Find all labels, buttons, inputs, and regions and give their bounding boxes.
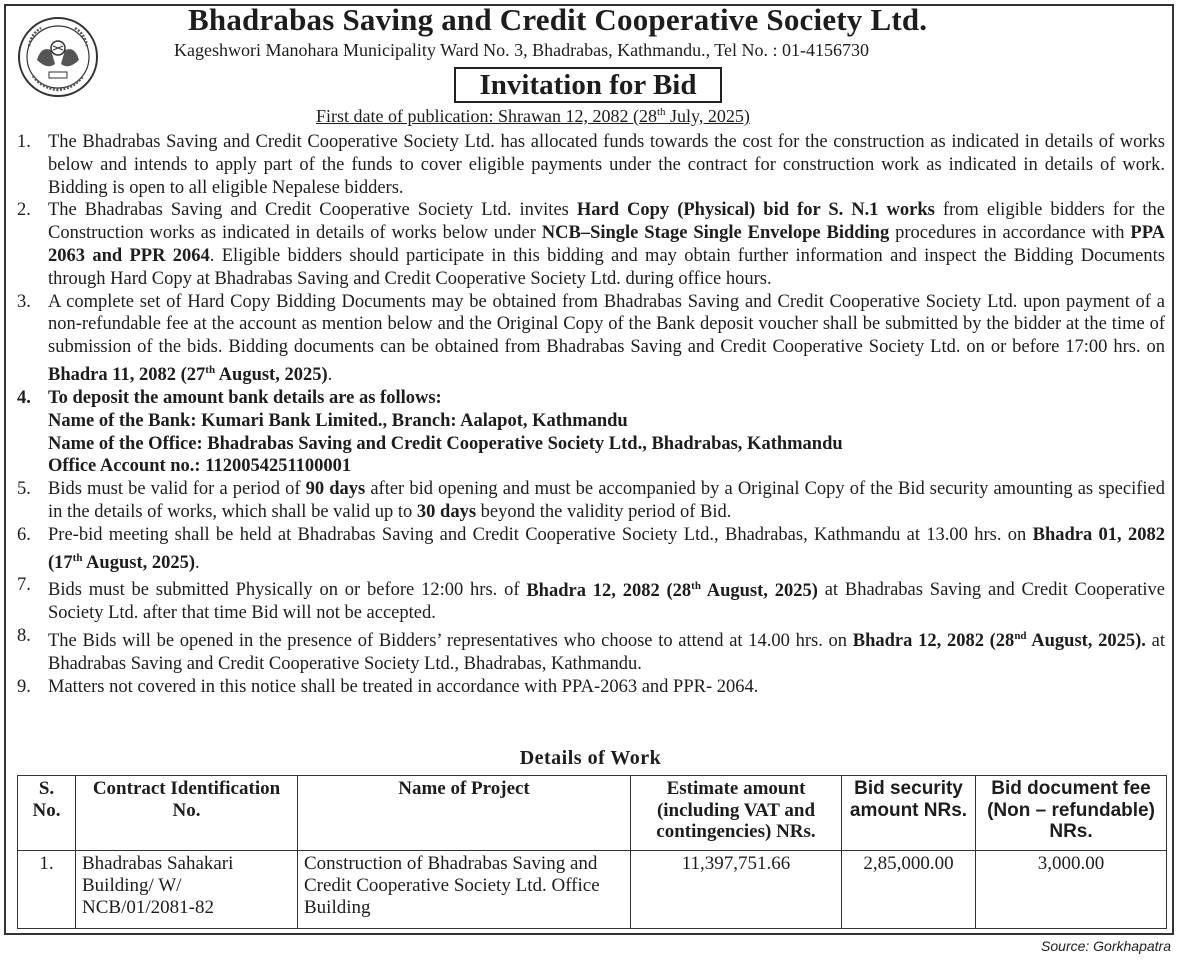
- clause-3: 3. A complete set of Hard Copy Bidding Documents may be obtained from Bhadrabas Saving and Credit Cooperative Society Ltd. upon payment of a non-refundable fee at the account as mention below and the Original Copy of the Bank deposit voucher shall be submitted by the bidder at the time of submission of the bids. Bidding documents can be obtained from Bhadrabas Saving and Credit Cooperative Society Ltd. on or before 17:00 hrs. on Bhadra 11, 2082 (27th August, 2025).: [17, 291, 1165, 386]
- organization-name: Bhadrabas Saving and Credit Cooperative Society Ltd.: [188, 2, 928, 37]
- clause-2: 2. The Bhadrabas Saving and Credit Cooperative Society Ltd. invites Hard Copy (Physical) bid for S. N.1 works from eligible bidders for the Construction works as indicated in details of works below under NCB–Single Stage Single Envelope Bidding procedures in accordance with PPA 2063 and PPR 2064. Eligible bidders should participate in this bidding and may obtain further information and inspect the Bidding Documents through Hard Copy at Bhadrabas Saving and Credit Cooperative Society Ltd. during office hours.: [17, 200, 1165, 289]
- header-estimate-amount: Estimate amount (including VAT and contingencies) NRs.: [631, 776, 842, 851]
- clause-7: 7. Bids must be submitted Physically on or before 12:00 hrs. of Bhadra 12, 2082 (28th August, 2025) at Bhadrabas Saving and Credit Cooperative Society Ltd. after that time Bid will not be accepted.: [17, 575, 1165, 624]
- cooperative-seal-logo: [17, 16, 99, 98]
- notice-clauses: [0, 131, 1181, 699]
- clause-1: 1. The Bhadrabas Saving and Credit Cooperative Society Ltd. has allocated funds towards the cost for the construction as indicated in details of works below and intends to apply part of the funds to cover eligible payments under the contract for construction work as indicated in details of work. Bidding is open to all eligible Nepalese bidders.: [17, 132, 1165, 198]
- cell-bid-security: 2,85,000.00: [842, 851, 976, 929]
- header-sn: S. No.: [18, 776, 76, 851]
- source-credit: Source: Gorkhapatra: [1041, 938, 1171, 954]
- table-row: [18, 851, 1167, 929]
- clause-5: 5. Bids must be valid for a period of 90 days after bid opening and must be accompanied by a Original Copy of the Bid security amounting as specified in the details of works, which shall be valid up to 30 days beyond the validity period of Bid.: [17, 479, 1165, 522]
- clause-9: 9. Matters not covered in this notice shall be treated in accordance with PPA-2063 and PPR- 2064.: [17, 676, 759, 697]
- cell-contract-id: Bhadrabas Sahakari Building/ W/ NCB/01/2081-82: [76, 851, 298, 929]
- clause-8: 8. The Bids will be opened in the presence of Bidders’ representatives who choose to attend at 14.00 hrs. on Bhadra 12, 2082 (28nd August, 2025). at Bhadrabas Saving and Credit Cooperative Society Ltd., Bhadrabas, Kathmandu.: [17, 626, 1165, 675]
- organization-address: Kageshwori Manohara Municipality Ward No. 3, Bhadrabas, Kathmandu., Tel No. : 01-4156730: [174, 40, 869, 60]
- bank-name: Name of the Bank: Kumari Bank Limited., Branch: Aalapot, Kathmandu: [48, 410, 628, 431]
- cell-bid-document-fee: 3,000.00: [976, 851, 1167, 929]
- header-bid-document-fee: Bid document fee (Non – refundable) NRs.: [976, 776, 1167, 851]
- table-header-row: [18, 776, 1167, 851]
- clause-4-bank-details: 4. To deposit the amount bank details are as follows: Name of the Bank: Kumari Bank Limited., Branch: Aalapot, Kathmandu Name of the Office: Bhadrabas Saving and Credit Cooperative Society Ltd., Bhadrabas, Kathmandu Office Account no.: 1120054251100001: [0, 387, 1181, 478]
- details-of-work-table: [17, 775, 1167, 929]
- header-project-name: Name of Project: [298, 776, 631, 851]
- cell-estimate-amount: 11,397,751.66: [631, 851, 842, 929]
- cell-project-name: Construction of Bhadrabas Saving and Credit Cooperative Society Ltd. Office Building: [298, 851, 631, 929]
- header-bid-security: Bid security amount NRs.: [842, 776, 976, 851]
- details-of-work-heading: Details of Work: [519, 747, 662, 769]
- bank-details-heading: To deposit the amount bank details are as follows:: [48, 387, 442, 408]
- clause-6: 6. Pre-bid meeting shall be held at Bhadrabas Saving and Credit Cooperative Society Ltd., Bhadrabas, Kathmandu at 13.00 hrs. on Bhadra 01, 2082 (17th August, 2025).: [17, 524, 1165, 573]
- office-name: Name of the Office: Bhadrabas Saving and Credit Cooperative Society Ltd., Bhadrabas, Kathmandu: [48, 433, 843, 454]
- notice-title: Invitation for Bid: [454, 67, 722, 103]
- header-contract-id: Contract Identification No.: [76, 776, 298, 851]
- cell-sn: 1.: [18, 851, 76, 929]
- publication-date: First date of publication: Shrawan 12, 2082 (28th July, 2025): [316, 106, 750, 126]
- office-account-number: Office Account no.: 1120054251100001: [48, 456, 352, 477]
